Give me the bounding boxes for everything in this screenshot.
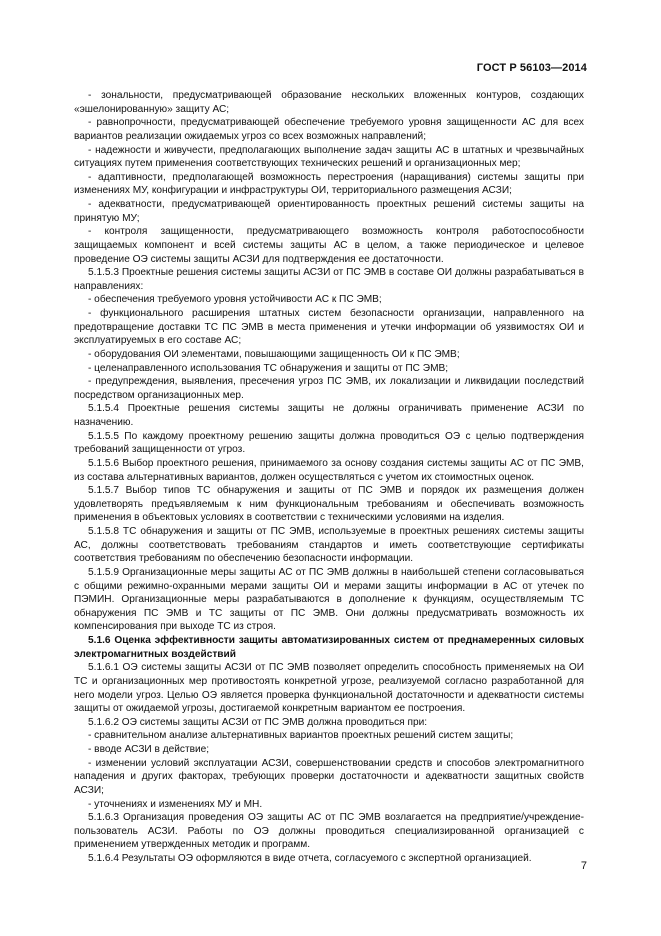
- page-number: 7: [580, 860, 587, 872]
- paragraph: - контроля защищенности, предусматривающего возможность контроля работоспособности защищаемых компонент и всей системы защиты АС в целом, а также периодическое и целевое проведение ОЭ системы защиты АСЗИ для подтверждения ее достаточности.: [74, 226, 584, 265]
- paragraph: - адекватности, предусматривающей ориентированность проектных решений системы защиты на принятую МУ;: [74, 199, 584, 224]
- paragraph: - уточнениях и изменениях МУ и МН.: [88, 798, 263, 810]
- paragraph: 5.1.6.2 ОЭ системы защиты АСЗИ от ПС ЭМВ должна проводиться при:: [88, 716, 428, 728]
- paragraph: - обеспечения требуемого уровня устойчивости АС к ПС ЭМВ;: [88, 294, 382, 306]
- paragraph: 5.1.6.3 Организация проведения ОЭ защиты АС от ПС ЭМВ возлагается на предприятие/учреждение-пользователь АСЗИ. Работы по ОЭ должны проводиться специализированной организацией с применением утвержденных методик и программ.: [74, 812, 584, 851]
- paragraph: - изменении условий эксплуатации АСЗИ, совершенствовании средств и способов электромагнитного нападения и других факторах, требующих проверки достаточности и адекватности защитных свойств АСЗИ;: [74, 757, 584, 796]
- paragraph: 5.1.5.3 Проектные решения системы защиты АСЗИ от ПС ЭМВ в составе ОИ должны разрабатываться в направлениях:: [74, 267, 584, 292]
- paragraph: 5.1.5.7 Выбор типов ТС обнаружения и защиты от ПС ЭМВ и порядок их размещения должен удовлетворять предъявляемым к ним функциональным требованиям и обеспечивать возможность применения в объектовых условиях в соответствии с техническими условиями на изделия.: [74, 485, 584, 524]
- paragraph: - целенаправленного использования ТС обнаружения и защиты от ПС ЭМВ;: [88, 362, 449, 374]
- paragraph: - адаптивности, предполагающей возможность перестроения (наращивания) системы защиты при изменениях МУ, конфигурации и инфраструктуры ОИ, территориального размещения АСЗИ;: [74, 171, 584, 197]
- paragraph: 5.1.5.8 ТС обнаружения и защиты от ПС ЭМВ, используемые в проектных решениях системы защиты АС, должны соответствовать требованиям стандартов и иметь соответствующие сертификаты соответствия требованиям по обеспечению безопасности информации.: [74, 526, 584, 565]
- document-code-header: ГОСТ Р 56103—2014: [476, 62, 587, 74]
- paragraph: 5.1.5.4 Проектные решения системы защиты не должны ограничивать применение АСЗИ по назначению.: [74, 403, 584, 428]
- paragraph: 5.1.5.9 Организационные меры защиты АС от ПС ЭМВ должны в наибольшей степени согласовываться с общими режимно-охранными мерами защиты ОИ и мерами защиты информации в АС от утечек по ПЭМИН. Организационные меры разрабатываются в дополнение к функциям, осуществляемым ТС обнаружения ПС ЭМВ и ТС защиты от ПС ЭМВ. Они должны предусматривать возможность их компенсирования при выходе ТС из строя.: [74, 566, 584, 633]
- paragraph: - вводе АСЗИ в действие;: [88, 744, 210, 755]
- paragraph: - сравнительном анализе альтернативных вариантов проектных решений систем защиты;: [88, 730, 514, 742]
- paragraph: 5.1.5.6 Выбор проектного решения, принимаемого за основу создания системы защиты АС от ПС ЭМВ, из состава альтернативных вариантов, должен осуществляться с учетом их стоимостных оценок.: [74, 457, 584, 483]
- paragraph: - предупреждения, выявления, пресечения угроз ПС ЭМВ, их локализации и ликвидации последствий посредством организационных мер.: [74, 376, 584, 401]
- paragraph: - функционального расширения штатных систем безопасности организации, направленного на предотвращение доставки ТС ПС ЭМВ в места применения и утечки информации об уязвимостях ОИ и эксплуатируемых в его составе АС;: [74, 308, 584, 347]
- paragraph: 5.1.5.5 По каждому проектному решению защиты должна проводиться ОЭ с целью подтверждения требований защищенности от угроз.: [74, 430, 584, 456]
- section-heading: 5.1.6 Оценка эффективности защиты автоматизированных систем от преднамеренных силовых электромагнитных воздействий: [74, 635, 584, 660]
- paragraph: 5.1.6.4 Результаты ОЭ оформляются в виде отчета, согласуемого с экспертной организацией.: [88, 853, 532, 864]
- paragraph: - оборудования ОИ элементами, повышающими защищенность ОИ к ПС ЭМВ;: [88, 348, 460, 360]
- document-body: [74, 89, 584, 866]
- paragraph: 5.1.6.1 ОЭ системы защиты АСЗИ от ПС ЭМВ позволяет определить способность применяемых на ОИ ТС и организационных мер противостоять конкретной угрозе, реализуемой согласно разработанной для него модели угроз. Целью ОЭ является проверка функциональной достаточности и адекватности системы защиты от ожидаемой угрозы, достигаемой конкретным вариантом ее построения.: [74, 662, 584, 715]
- paragraph: - равнопрочности, предусматривающей обеспечение требуемого уровня защищенности АС для всех вариантов реализации ожидаемых угроз со всех возможных направлений;: [74, 117, 584, 142]
- paragraph: - надежности и живучести, предполагающих выполнение задач защиты АС в штатных и чрезвычайных ситуациях путем применения соответствующих технических решений и организационных мер;: [74, 144, 584, 170]
- paragraph: - зональности, предусматривающей образование нескольких вложенных контуров, создающих «эшелонированную» защиту АС;: [74, 90, 584, 115]
